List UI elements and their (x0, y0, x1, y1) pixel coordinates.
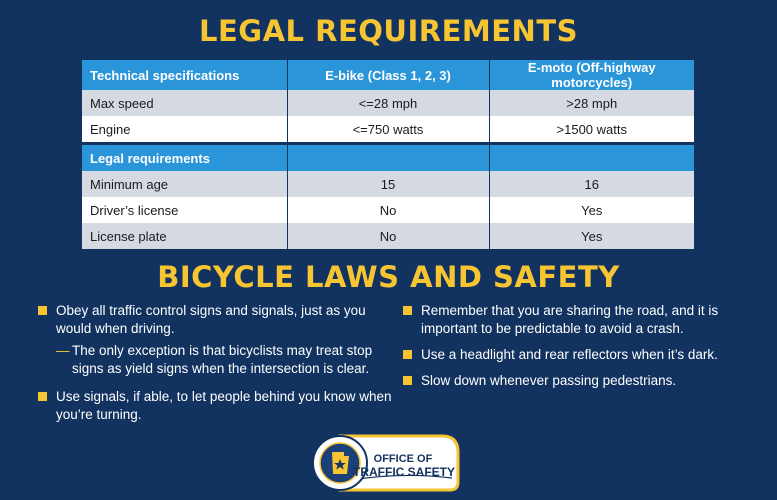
table-cell: 16 (489, 171, 694, 197)
table-cell: Minimum age (82, 171, 287, 197)
list-item (403, 302, 748, 338)
right-bullet-list (403, 302, 748, 398)
bullet-text: Use a headlight and rear reflectors when it’s dark. (421, 347, 718, 362)
bicycle-laws-title: BICYCLE LAWS AND SAFETY (157, 260, 620, 294)
list-item (403, 372, 748, 390)
table-cell: >1500 watts (489, 116, 694, 142)
left-bullet-list (38, 302, 393, 432)
table-cell: 15 (287, 171, 489, 197)
table-row (82, 90, 694, 116)
table-cell: Driver’s license (82, 197, 287, 223)
bullet-square-icon (403, 376, 412, 385)
table-header-row (82, 60, 694, 90)
legal-requirements-table (82, 60, 694, 249)
table-header-cell: Legal requirements (82, 145, 287, 171)
table-header-cell: Technical specifications (82, 60, 287, 90)
bullet-square-icon (403, 306, 412, 315)
bullet-text: Slow down whenever passing pedestrians. (421, 373, 677, 388)
table-cell: License plate (82, 223, 287, 249)
bullet-square-icon (38, 306, 47, 315)
table-header-cell (287, 145, 489, 171)
table-header-cell (489, 145, 694, 171)
bullet-text: Use signals, if able, to let people behind you know when you’re turning. (56, 389, 392, 422)
table-cell: No (287, 197, 489, 223)
table-cell: Yes (489, 223, 694, 249)
table-row (82, 197, 694, 223)
table-header-cell: E-moto (Off-highway motorcycles) (489, 60, 694, 90)
legal-requirements-title: LEGAL REQUIREMENTS (199, 14, 578, 48)
bullet-text: Remember that you are sharing the road, and it is important to be predictable to avoid a crash. (421, 303, 719, 336)
table-cell: <=750 watts (287, 116, 489, 142)
table-row (82, 223, 694, 249)
list-item (403, 346, 748, 364)
table-row (82, 116, 694, 142)
table-header-cell: E-bike (Class 1, 2, 3) (287, 60, 489, 90)
office-of-traffic-safety-logo (312, 432, 462, 492)
table-header-row (82, 145, 694, 171)
list-item (38, 302, 393, 338)
bullet-text: Obey all traffic control signs and signals, just as you would when driving. (56, 303, 366, 336)
list-sub-item (38, 342, 393, 378)
table-cell: No (287, 223, 489, 249)
bullet-text: The only exception is that bicyclists may treat stop signs as yield signs when the intersection is clear. (72, 343, 373, 376)
list-item (38, 388, 393, 424)
table-row (82, 171, 694, 197)
table-cell: Max speed (82, 90, 287, 116)
bullet-square-icon (403, 350, 412, 359)
logo-line1: OFFICE OF (373, 453, 433, 465)
table-cell: Engine (82, 116, 287, 142)
dash-icon: — (56, 343, 70, 358)
logo-line2: TRAFFIC SAFETY (353, 465, 455, 479)
table-cell: <=28 mph (287, 90, 489, 116)
table-cell: >28 mph (489, 90, 694, 116)
bullet-square-icon (38, 392, 47, 401)
table-cell: Yes (489, 197, 694, 223)
